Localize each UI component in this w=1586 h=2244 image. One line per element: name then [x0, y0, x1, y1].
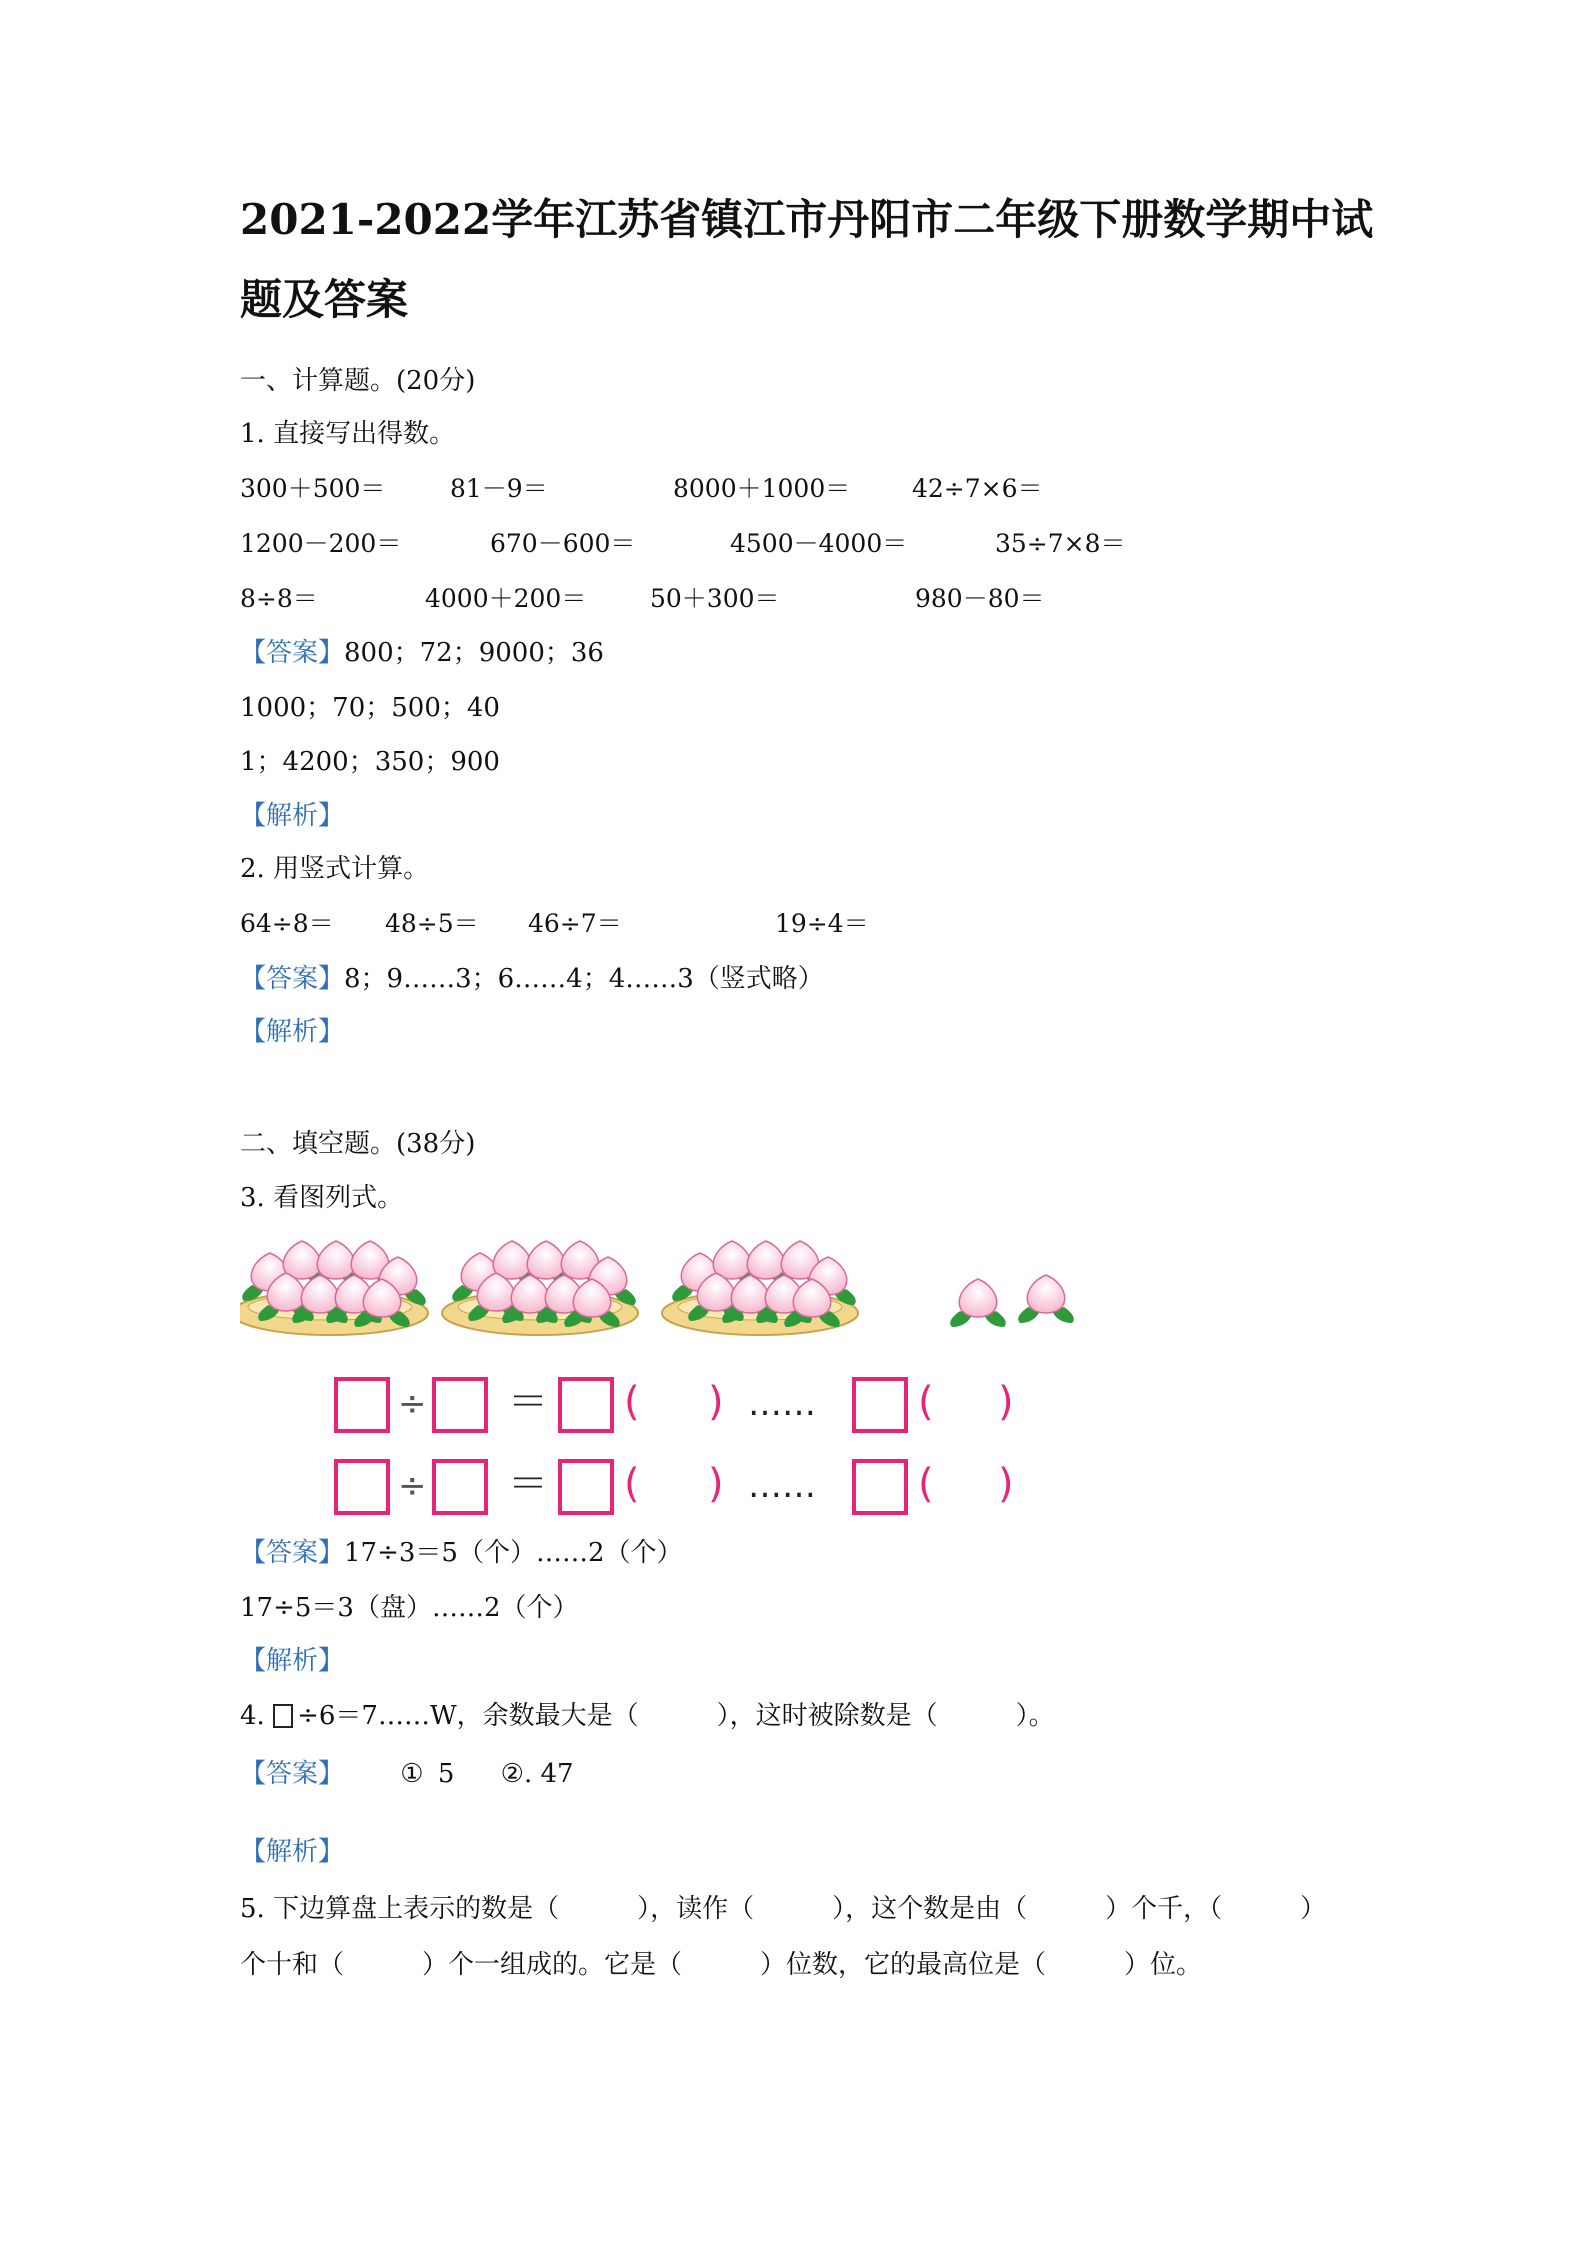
q2-item: 46÷7＝	[528, 909, 622, 938]
close-paren: )	[998, 1461, 1014, 1507]
quotient-box	[560, 1461, 612, 1513]
divide-sign: ÷	[398, 1384, 427, 1424]
loose-peaches	[950, 1275, 1074, 1327]
page-title-line1: 2021-2022学年江苏省镇江市丹阳市二年级下册数学期中试	[240, 195, 1374, 244]
q4-number: 4.	[240, 1701, 265, 1731]
answer-tag: 【答案】	[240, 964, 345, 994]
open-paren: (	[624, 1461, 640, 1507]
q1-item: 670－600＝	[490, 529, 636, 558]
close-paren: )	[998, 1379, 1014, 1425]
q1-item: 8÷8＝	[240, 584, 318, 613]
q3-label: 3. 看图列式。	[240, 1183, 404, 1213]
q2-analysis-tag: 【解析】	[240, 1017, 345, 1047]
peach-icon	[950, 1279, 1006, 1327]
equals-sign: ＝	[508, 1461, 548, 1507]
answer-tag: 【答案】	[240, 638, 345, 668]
answer-part1: ①	[400, 1759, 424, 1789]
q3-answer-line	[240, 1537, 683, 1569]
answer-text: 800；72；9000；36	[344, 638, 604, 668]
dividend-box	[336, 1379, 388, 1431]
q1-item: 50＋300＝	[650, 584, 780, 613]
q2-item: 64÷8＝	[240, 909, 334, 938]
q1-item: 4500－4000＝	[730, 529, 908, 558]
section2-heading: 二、填空题。(38分)	[240, 1129, 476, 1159]
answer-tag: 【答案】	[240, 1538, 345, 1568]
section1-heading: 一、计算题。(20分)	[240, 366, 476, 396]
peach-plate	[662, 1241, 858, 1335]
q2-item: 19÷4＝	[775, 909, 869, 938]
q4-question-line	[240, 1700, 1055, 1732]
q4-analysis-tag: 【解析】	[240, 1837, 345, 1867]
open-paren: (	[918, 1461, 934, 1507]
q1-answer-line	[240, 637, 604, 669]
answer-part2: 5	[437, 1759, 455, 1789]
close-paren: )	[708, 1461, 724, 1507]
close-paren: )	[708, 1379, 724, 1425]
peach-icon	[1018, 1275, 1074, 1323]
divisor-box	[434, 1461, 486, 1513]
quotient-box	[560, 1379, 612, 1431]
divisor-box	[434, 1379, 486, 1431]
open-paren: (	[624, 1379, 640, 1425]
q1-item: 980－80＝	[915, 584, 1045, 613]
blank-square	[273, 1704, 293, 1728]
q1-item: 4000＋200＝	[425, 584, 587, 613]
answer-text: 8；9……3；6……4；4……3（竖式略）	[344, 964, 824, 994]
answer-tag: 【答案】	[240, 1759, 345, 1789]
q4-answer-line	[240, 1758, 574, 1790]
remainder-box	[854, 1379, 906, 1431]
q2-item: 48÷5＝	[385, 909, 479, 938]
peach-plate	[240, 1241, 428, 1335]
peach-plate	[442, 1241, 638, 1335]
equation-row	[336, 1379, 1014, 1431]
q1-item: 81－9＝	[450, 474, 548, 503]
equals-sign: ＝	[508, 1379, 548, 1425]
q3-answer-line2: 17÷5＝3（盘）……2（个）	[240, 1593, 579, 1623]
q1-analysis-tag: 【解析】	[240, 801, 345, 831]
q1-item: 8000＋1000＝	[673, 474, 851, 503]
q3-analysis-tag: 【解析】	[240, 1646, 345, 1676]
q1-item: 1200－200＝	[240, 529, 402, 558]
q1-answer-line2: 1000；70；500；40	[240, 693, 500, 723]
open-paren: (	[918, 1379, 934, 1425]
dividend-box	[336, 1461, 388, 1513]
q5-line2: 个十和（ ）个一组成的。它是（ ）位数，它的最高位是（ ）位。	[240, 1950, 1203, 1980]
q3-figure	[240, 1225, 1090, 1515]
q4-question: ÷6＝7……W，余数最大是（ ），这时被除数是（ ）。	[297, 1701, 1055, 1731]
q2-label: 2. 用竖式计算。	[240, 854, 430, 884]
answer-part3: ②. 47	[500, 1759, 574, 1789]
q2-answer-line	[240, 963, 824, 995]
remainder-box	[854, 1461, 906, 1513]
answer-text: 17÷3＝5（个）……2（个）	[344, 1538, 683, 1568]
q1-label: 1. 直接写出得数。	[240, 419, 456, 449]
equation-row	[336, 1461, 1014, 1513]
divide-sign: ÷	[398, 1466, 427, 1506]
q1-item: 35÷7×8＝	[995, 529, 1126, 558]
q1-item: 42÷7×6＝	[912, 474, 1043, 503]
q1-item: 300＋500＝	[240, 474, 386, 503]
page-title-line2: 题及答案	[240, 275, 409, 324]
remainder-dots: ……	[748, 1466, 816, 1506]
q5-line1: 5. 下边算盘上表示的数是（ ），读作（ ），这个数是由（ ）个千，（ ）	[240, 1894, 1327, 1924]
remainder-dots: ……	[748, 1384, 816, 1424]
q1-answer-line3: 1；4200；350；900	[240, 747, 500, 777]
